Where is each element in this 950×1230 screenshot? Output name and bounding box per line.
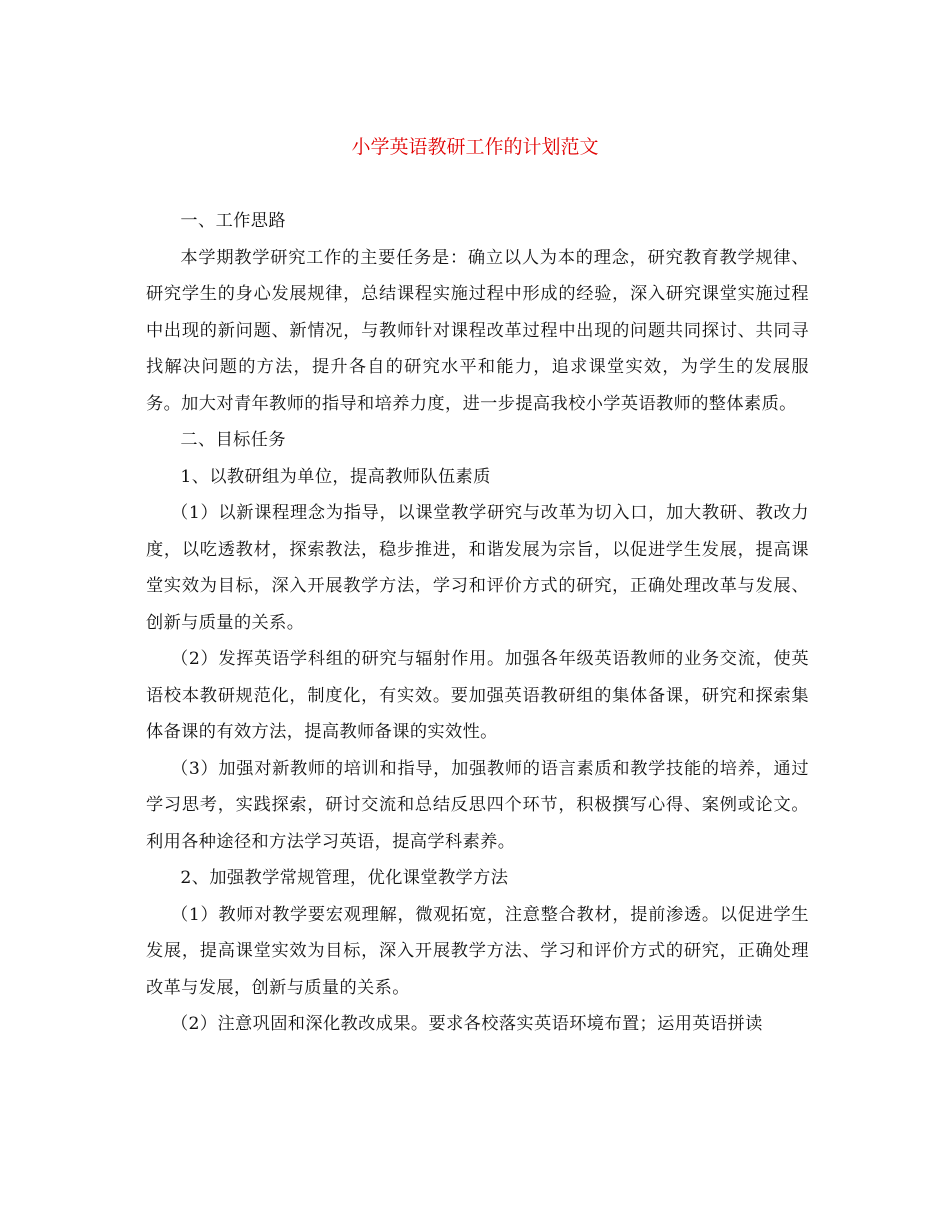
paragraph-4: 1、以教研组为单位，提高教师队伍素质 xyxy=(180,466,491,487)
paragraph-1: 一、工作思路 xyxy=(180,211,286,231)
paragraph-6: （2）发挥英语学科组的研究与辐射作用。加强各年级英语教师的业务交流，使英语校本教研规范化，制度化，有实效。要加强英语教研组的集体备课，研究和探索集体备课的有效方法，提高教师备课的实效性。 xyxy=(146,649,809,742)
document-title: 小学英语教研工作的计划范文 xyxy=(351,136,599,158)
paragraph-8: 2、加强教学常规管理，优化课堂教学方法 xyxy=(180,868,509,888)
paragraph-10: （2）注意巩固和深化教改成果。要求各校落实英语环境布置；运用英语拼读 xyxy=(170,1014,763,1034)
paragraph-3: 二、目标任务 xyxy=(180,430,286,450)
paragraph-2: 本学期教学研究工作的主要任务是：确立以人为本的理念，研究教育教学规律、研究学生的身心发展规律，总结课程实施过程中形成的经验，深入研究课堂实施过程中出现的新问题、新情况，与教师针对课程改革过程中出现的问题共同探讨、共同寻找解决问题的方法，提升各自的研究水平和能力，追求课堂实效，为学生的发展服务。加大对青年教师的指导和培养力度，进一步提高我校小学英语教师的整体素质。 xyxy=(146,247,809,414)
document-body xyxy=(146,203,809,1043)
paragraph-5: （1）以新课程理念为指导，以课堂教学研究与改革为切入口，加大教研、教改力度，以吃透教材，探索教法，稳步推进，和谐发展为宗旨，以促进学生发展，提高课堂实效为目标，深入开展教学方法，学习和评价方式的研究，正确处理改革与发展、创新与质量的关系。 xyxy=(146,503,809,633)
paragraph-9: （1）教师对教学要宏观理解，微观拓宽，注意整合教材，提前渗透。以促进学生发展，提高课堂实效为目标，深入开展教学方法、学习和评价方式的研究，正确处理改革与发展，创新与质量的关系。 xyxy=(146,904,809,998)
paragraph-7: （3）加强对新教师的培训和指导，加强教师的语言素质和教学技能的培养，通过学习思考，实践探索，研讨交流和总结反思四个环节，积极撰写心得、案例或论文。利用各种途径和方法学习英语，提高学科素养。 xyxy=(146,758,809,852)
